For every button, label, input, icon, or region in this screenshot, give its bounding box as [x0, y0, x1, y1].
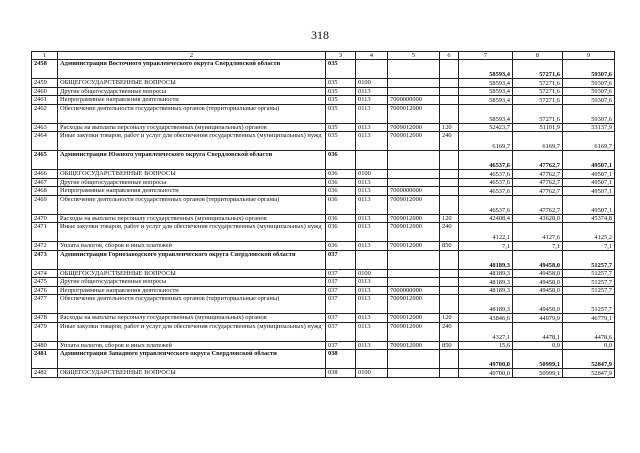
- header-cell: 3: [326, 52, 356, 60]
- amount-year1-cell: 58593,4: [459, 104, 513, 123]
- row-name-cell: Администрация Южного управленческого округа Свердловской области: [58, 151, 326, 170]
- amount-year2-cell: 49458,0: [513, 250, 563, 269]
- section-code-cell: 0100: [356, 269, 388, 278]
- amount-year2-cell: 0,0: [513, 341, 563, 350]
- section-code-cell: 0113: [356, 341, 388, 350]
- amount-year3-cell: 51257,7: [563, 250, 615, 269]
- header-cell: 6: [440, 52, 459, 60]
- row-name-cell: Другие общегосударственные вопросы: [58, 178, 326, 187]
- amount-year1-cell: 52423,7: [459, 123, 513, 132]
- section-code-cell: 0113: [356, 96, 388, 105]
- table-row: [32, 214, 615, 223]
- expense-type-cell: [440, 250, 459, 269]
- expense-type-cell: [440, 295, 459, 314]
- amount-year2-cell: 4127,6: [513, 223, 563, 242]
- admin-code-cell: 036: [326, 178, 356, 187]
- table-row: [32, 60, 615, 79]
- row-name-cell: Непрограммные направления деятельности: [58, 96, 326, 105]
- row-number-cell: 2481: [32, 350, 58, 369]
- header-cell: 9: [563, 52, 615, 60]
- amount-year3-cell: 52847,9: [563, 369, 615, 378]
- target-code-cell: 7009012000: [388, 295, 440, 314]
- amount-year3-cell: 59307,6: [563, 104, 615, 123]
- section-code-cell: 0100: [356, 369, 388, 378]
- amount-year3-cell: 7,1: [563, 242, 615, 251]
- amount-year2-cell: 51101,9: [513, 123, 563, 132]
- amount-year1-cell: 46537,6: [459, 151, 513, 170]
- row-number-cell: 2474: [32, 269, 58, 278]
- section-code-cell: 0113: [356, 178, 388, 187]
- section-code-cell: 0100: [356, 170, 388, 179]
- row-number-cell: 2467: [32, 178, 58, 187]
- target-code-cell: [388, 170, 440, 179]
- expense-type-cell: 120: [440, 123, 459, 132]
- row-name-cell: Другие общегосударственные вопросы: [58, 87, 326, 96]
- section-code-cell: [356, 60, 388, 79]
- target-code-cell: [388, 79, 440, 88]
- admin-code-cell: 035: [326, 60, 356, 79]
- row-number-cell: 2479: [32, 322, 58, 341]
- table-row: [32, 170, 615, 179]
- target-code-cell: 7009012000: [388, 123, 440, 132]
- admin-code-cell: 035: [326, 132, 356, 151]
- target-code-cell: 7009012000: [388, 242, 440, 251]
- amount-year3-cell: 51257,7: [563, 295, 615, 314]
- target-code-cell: 7000000000: [388, 286, 440, 295]
- expense-type-cell: [440, 278, 459, 287]
- row-name-cell: Уплата налогов, сборов и иных платежей: [58, 242, 326, 251]
- admin-code-cell: 037: [326, 250, 356, 269]
- row-name-cell: ОБЩЕГОСУДАРСТВЕННЫЕ ВОПРОСЫ: [58, 79, 326, 88]
- table-row: [32, 178, 615, 187]
- row-name-cell: Обеспечение деятельности государственных органов (территориальные органы): [58, 195, 326, 214]
- amount-year3-cell: 49507,1: [563, 178, 615, 187]
- amount-year3-cell: 49507,1: [563, 151, 615, 170]
- row-number-cell: 2476: [32, 286, 58, 295]
- row-name-cell: Уплата налогов, сборов и иных платежей: [58, 341, 326, 350]
- amount-year3-cell: 52847,9: [563, 350, 615, 369]
- table-row: [32, 322, 615, 341]
- table-row: [32, 295, 615, 314]
- admin-code-cell: 035: [326, 104, 356, 123]
- amount-year2-cell: 49458,0: [513, 278, 563, 287]
- amount-year2-cell: 57271,6: [513, 96, 563, 105]
- table-row: [32, 314, 615, 323]
- row-number-cell: 2465: [32, 151, 58, 170]
- header-cell: 1: [32, 52, 58, 60]
- amount-year3-cell: 59307,6: [563, 79, 615, 88]
- section-code-cell: [356, 151, 388, 170]
- section-code-cell: 0100: [356, 79, 388, 88]
- amount-year2-cell: 47762,7: [513, 151, 563, 170]
- table-row: [32, 223, 615, 242]
- section-code-cell: 0113: [356, 104, 388, 123]
- row-name-cell: Обеспечение деятельности государственных органов (территориальные органы): [58, 295, 326, 314]
- amount-year1-cell: 58593,4: [459, 96, 513, 105]
- expense-type-cell: [440, 178, 459, 187]
- amount-year2-cell: 57271,6: [513, 79, 563, 88]
- admin-code-cell: 035: [326, 123, 356, 132]
- table-row: [32, 87, 615, 96]
- admin-code-cell: 037: [326, 314, 356, 323]
- amount-year2-cell: 49458,0: [513, 269, 563, 278]
- amount-year3-cell: 59307,6: [563, 60, 615, 79]
- amount-year1-cell: 58593,4: [459, 87, 513, 96]
- amount-year3-cell: 49507,1: [563, 170, 615, 179]
- target-code-cell: 7009012000: [388, 104, 440, 123]
- section-code-cell: 0113: [356, 187, 388, 196]
- table-row: [32, 187, 615, 196]
- section-code-cell: 0113: [356, 87, 388, 96]
- amount-year2-cell: 50999,1: [513, 369, 563, 378]
- amount-year1-cell: 46537,6: [459, 187, 513, 196]
- target-code-cell: [388, 151, 440, 170]
- amount-year3-cell: 4125,2: [563, 223, 615, 242]
- expense-type-cell: [440, 87, 459, 96]
- section-code-cell: 0113: [356, 295, 388, 314]
- amount-year1-cell: 7,1: [459, 242, 513, 251]
- section-code-cell: 0113: [356, 286, 388, 295]
- target-code-cell: 7000000000: [388, 187, 440, 196]
- amount-year3-cell: 45374,8: [563, 214, 615, 223]
- row-name-cell: ОБЩЕГОСУДАРСТВЕННЫЕ ВОПРОСЫ: [58, 170, 326, 179]
- header-cell: 5: [388, 52, 440, 60]
- amount-year2-cell: 49458,0: [513, 295, 563, 314]
- admin-code-cell: 037: [326, 286, 356, 295]
- target-code-cell: 7009012000: [388, 223, 440, 242]
- amount-year2-cell: 47762,7: [513, 195, 563, 214]
- admin-code-cell: 036: [326, 195, 356, 214]
- row-name-cell: ОБЩЕГОСУДАРСТВЕННЫЕ ВОПРОСЫ: [58, 269, 326, 278]
- target-code-cell: [388, 350, 440, 369]
- admin-code-cell: 036: [326, 242, 356, 251]
- amount-year1-cell: 4327,1: [459, 322, 513, 341]
- section-code-cell: 0113: [356, 278, 388, 287]
- amount-year2-cell: 47762,7: [513, 187, 563, 196]
- header-cell: 7: [459, 52, 513, 60]
- section-code-cell: 0113: [356, 314, 388, 323]
- admin-code-cell: 037: [326, 322, 356, 341]
- amount-year2-cell: 7,1: [513, 242, 563, 251]
- amount-year3-cell: 46779,1: [563, 314, 615, 323]
- amount-year2-cell: 47762,7: [513, 178, 563, 187]
- table-row: [32, 350, 615, 369]
- row-name-cell: Расходы на выплаты персоналу государственных (муниципальных) органов: [58, 314, 326, 323]
- expense-type-cell: [440, 195, 459, 214]
- admin-code-cell: 037: [326, 269, 356, 278]
- section-code-cell: 0113: [356, 242, 388, 251]
- admin-code-cell: 037: [326, 278, 356, 287]
- row-number-cell: 2470: [32, 214, 58, 223]
- section-code-cell: 0113: [356, 195, 388, 214]
- admin-code-cell: 035: [326, 87, 356, 96]
- amount-year1-cell: 46537,6: [459, 178, 513, 187]
- amount-year1-cell: 58593,4: [459, 79, 513, 88]
- header-cell: 4: [356, 52, 388, 60]
- table-row: [32, 151, 615, 170]
- expense-type-cell: 850: [440, 341, 459, 350]
- target-code-cell: [388, 178, 440, 187]
- amount-year1-cell: 48189,3: [459, 250, 513, 269]
- amount-year1-cell: 48189,3: [459, 269, 513, 278]
- row-name-cell: Иные закупки товаров, работ и услуг для обеспечения государственных (муниципальных) нужд: [58, 322, 326, 341]
- expense-type-cell: [440, 269, 459, 278]
- table-row: [32, 286, 615, 295]
- budget-table: [31, 51, 615, 378]
- section-code-cell: [356, 350, 388, 369]
- admin-code-cell: 036: [326, 187, 356, 196]
- row-number-cell: 2458: [32, 60, 58, 79]
- expense-type-cell: [440, 187, 459, 196]
- amount-year2-cell: 57271,6: [513, 87, 563, 96]
- amount-year3-cell: 53137,9: [563, 123, 615, 132]
- row-name-cell: Администрация Горнозаводского управленческого округа Свердловской области: [58, 250, 326, 269]
- expense-type-cell: 240: [440, 132, 459, 151]
- amount-year1-cell: 49700,0: [459, 369, 513, 378]
- expense-type-cell: 120: [440, 214, 459, 223]
- row-name-cell: Непрограммные направления деятельности: [58, 286, 326, 295]
- row-number-cell: 2460: [32, 87, 58, 96]
- row-number-cell: 2471: [32, 223, 58, 242]
- row-name-cell: Администрация Западного управленческого округа Свердловской области: [58, 350, 326, 369]
- expense-type-cell: [440, 96, 459, 105]
- row-name-cell: Расходы на выплаты персоналу государственных (муниципальных) органов: [58, 123, 326, 132]
- expense-type-cell: [440, 151, 459, 170]
- row-name-cell: Другие общегосударственные вопросы: [58, 278, 326, 287]
- admin-code-cell: 035: [326, 79, 356, 88]
- expense-type-cell: [440, 350, 459, 369]
- table-row: [32, 195, 615, 214]
- amount-year2-cell: 49458,0: [513, 286, 563, 295]
- amount-year1-cell: 42408,4: [459, 214, 513, 223]
- table-row: [32, 341, 615, 350]
- amount-year1-cell: 46537,6: [459, 195, 513, 214]
- expense-type-cell: [440, 60, 459, 79]
- amount-year1-cell: 43846,6: [459, 314, 513, 323]
- amount-year3-cell: 49507,1: [563, 195, 615, 214]
- row-number-cell: 2464: [32, 132, 58, 151]
- expense-type-cell: 240: [440, 223, 459, 242]
- amount-year3-cell: 49507,1: [563, 187, 615, 196]
- expense-type-cell: [440, 170, 459, 179]
- admin-code-cell: 038: [326, 369, 356, 378]
- table-row: [32, 278, 615, 287]
- target-code-cell: 7009012000: [388, 214, 440, 223]
- admin-code-cell: 036: [326, 151, 356, 170]
- section-code-cell: 0113: [356, 322, 388, 341]
- amount-year2-cell: 43628,0: [513, 214, 563, 223]
- target-code-cell: 7009012000: [388, 322, 440, 341]
- header-cell: 2: [58, 52, 326, 60]
- row-name-cell: Обеспечение деятельности государственных органов (территориальные органы): [58, 104, 326, 123]
- header-cell: 8: [513, 52, 563, 60]
- admin-code-cell: 036: [326, 214, 356, 223]
- amount-year3-cell: 0,0: [563, 341, 615, 350]
- admin-code-cell: 035: [326, 96, 356, 105]
- admin-code-cell: 037: [326, 295, 356, 314]
- expense-type-cell: 850: [440, 242, 459, 251]
- table-row: [32, 104, 615, 123]
- row-number-cell: 2482: [32, 369, 58, 378]
- expense-type-cell: [440, 79, 459, 88]
- section-code-cell: 0113: [356, 123, 388, 132]
- target-code-cell: 7009012000: [388, 195, 440, 214]
- amount-year2-cell: 44979,9: [513, 314, 563, 323]
- table-body: [32, 60, 615, 378]
- row-name-cell: Администрация Восточного управленческого округа Свердловской области: [58, 60, 326, 79]
- target-code-cell: 7009012000: [388, 314, 440, 323]
- row-number-cell: 2472: [32, 242, 58, 251]
- target-code-cell: 7000000000: [388, 96, 440, 105]
- admin-code-cell: 038: [326, 350, 356, 369]
- amount-year2-cell: 57271,6: [513, 60, 563, 79]
- amount-year1-cell: 15,6: [459, 341, 513, 350]
- row-number-cell: 2463: [32, 123, 58, 132]
- row-number-cell: 2480: [32, 341, 58, 350]
- expense-type-cell: [440, 369, 459, 378]
- target-code-cell: 7009012000: [388, 132, 440, 151]
- expense-type-cell: 240: [440, 322, 459, 341]
- target-code-cell: [388, 369, 440, 378]
- table-row: [32, 96, 615, 105]
- table-row: [32, 79, 615, 88]
- amount-year3-cell: 51257,7: [563, 278, 615, 287]
- section-code-cell: 0113: [356, 223, 388, 242]
- row-number-cell: 2478: [32, 314, 58, 323]
- amount-year3-cell: 59307,6: [563, 96, 615, 105]
- amount-year2-cell: 6169,7: [513, 132, 563, 151]
- row-number-cell: 2468: [32, 187, 58, 196]
- admin-code-cell: 037: [326, 341, 356, 350]
- amount-year2-cell: 4478,1: [513, 322, 563, 341]
- expense-type-cell: [440, 104, 459, 123]
- amount-year3-cell: 51257,7: [563, 269, 615, 278]
- section-code-cell: 0113: [356, 132, 388, 151]
- target-code-cell: [388, 269, 440, 278]
- row-number-cell: 2475: [32, 278, 58, 287]
- page-number: 318: [311, 28, 329, 42]
- row-number-cell: 2469: [32, 195, 58, 214]
- row-name-cell: Иные закупки товаров, работ и услуг для обеспечения государственных (муниципальных) нужд: [58, 223, 326, 242]
- target-code-cell: [388, 60, 440, 79]
- section-code-cell: [356, 250, 388, 269]
- expense-type-cell: 120: [440, 314, 459, 323]
- target-code-cell: [388, 278, 440, 287]
- table-row: [32, 242, 615, 251]
- table-row: [32, 132, 615, 151]
- amount-year3-cell: 51257,7: [563, 286, 615, 295]
- table-row: [32, 250, 615, 269]
- admin-code-cell: 036: [326, 223, 356, 242]
- amount-year2-cell: 50999,1: [513, 350, 563, 369]
- table-row: [32, 269, 615, 278]
- target-code-cell: [388, 87, 440, 96]
- row-number-cell: 2466: [32, 170, 58, 179]
- amount-year3-cell: 6169,7: [563, 132, 615, 151]
- table-row: [32, 123, 615, 132]
- row-name-cell: Иные закупки товаров, работ и услуг для обеспечения государственных (муниципальных) нужд: [58, 132, 326, 151]
- amount-year1-cell: 4122,1: [459, 223, 513, 242]
- row-number-cell: 2477: [32, 295, 58, 314]
- table-row: [32, 369, 615, 378]
- amount-year1-cell: 6169,7: [459, 132, 513, 151]
- amount-year1-cell: 48189,3: [459, 295, 513, 314]
- row-number-cell: 2459: [32, 79, 58, 88]
- row-number-cell: 2473: [32, 250, 58, 269]
- row-name-cell: Расходы на выплаты персоналу государственных (муниципальных) органов: [58, 214, 326, 223]
- amount-year2-cell: 57271,6: [513, 104, 563, 123]
- amount-year1-cell: 48189,3: [459, 278, 513, 287]
- amount-year2-cell: 47762,7: [513, 170, 563, 179]
- amount-year1-cell: 49700,0: [459, 350, 513, 369]
- row-number-cell: 2462: [32, 104, 58, 123]
- table-header-row: [32, 52, 615, 60]
- target-code-cell: [388, 250, 440, 269]
- section-code-cell: 0113: [356, 214, 388, 223]
- row-name-cell: ОБЩЕГОСУДАРСТВЕННЫЕ ВОПРОСЫ: [58, 369, 326, 378]
- amount-year3-cell: 4478,6: [563, 322, 615, 341]
- target-code-cell: 7009012000: [388, 341, 440, 350]
- admin-code-cell: 036: [326, 170, 356, 179]
- amount-year1-cell: 46537,6: [459, 170, 513, 179]
- amount-year1-cell: 58593,4: [459, 60, 513, 79]
- row-number-cell: 2461: [32, 96, 58, 105]
- expense-type-cell: [440, 286, 459, 295]
- row-name-cell: Непрограммные направления деятельности: [58, 187, 326, 196]
- amount-year3-cell: 59307,6: [563, 87, 615, 96]
- amount-year1-cell: 48189,3: [459, 286, 513, 295]
